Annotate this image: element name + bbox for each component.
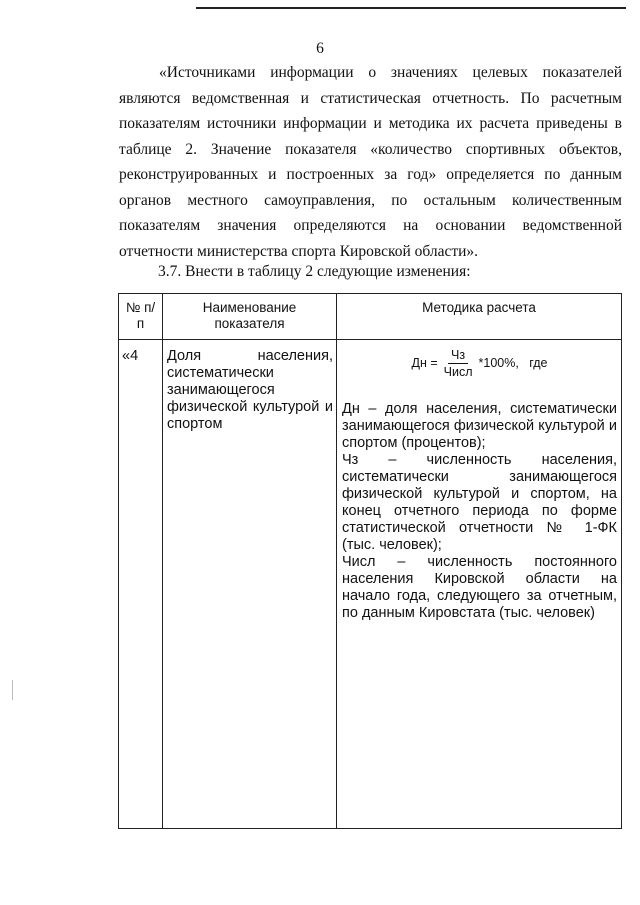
method-cell	[337, 340, 622, 829]
header-num: № п/п	[119, 294, 163, 340]
formula-rhs: *100%, где	[478, 356, 548, 370]
page-number: 6	[316, 40, 324, 57]
body-paragraph: «Источниками информации о значениях целевых показателей являются ведомственная и статистическая отчетность. По расчетным показателям источники информации и методика их расчета приведены в таблице 2. Значение показателя «количество спортивных объектов, реконструированных и построенных за год» определяется по данным органов местного самоуправления, по остальным количественным показателям значения определяются на основании ведомственной отчетности министерства спорта Кировской области».	[119, 64, 622, 260]
header-method: Методика расчета	[337, 294, 622, 340]
formula-fraction	[441, 348, 476, 379]
margin-mark	[12, 680, 13, 700]
row-number: «4	[119, 340, 163, 829]
definition-chisl: Числ – численность постоянного населения Кировской области на начало года, следующего за отчетным, по данным Кировстата (тыс. человек)	[342, 554, 617, 621]
formula	[342, 348, 617, 379]
formula-lhs: Дн =	[411, 356, 438, 370]
table-header-row	[119, 294, 622, 340]
top-rule	[196, 7, 626, 9]
header-name: Наименование показателя	[163, 294, 337, 340]
amendment-lead: 3.7. Внести в таблицу 2 следующие изменения:	[158, 263, 471, 280]
indicator-name: Доля населения, систематически занимающегося физической культурой и спортом	[163, 340, 337, 829]
definition-chz: Чз – численность населения, систематически занимающегося физической культурой и спортом, на конец отчетного периода по форме статистической отчетности № 1-ФК (тыс. человек);	[342, 452, 617, 553]
changes-table	[118, 293, 622, 829]
definition-dn: Дн – доля населения, систематически занимающегося физической культурой и спортом (процентов);	[342, 401, 617, 451]
table-row	[119, 340, 622, 829]
definitions	[342, 401, 617, 622]
formula-numerator: Чз	[448, 348, 468, 364]
formula-denominator: Числ	[443, 365, 473, 379]
